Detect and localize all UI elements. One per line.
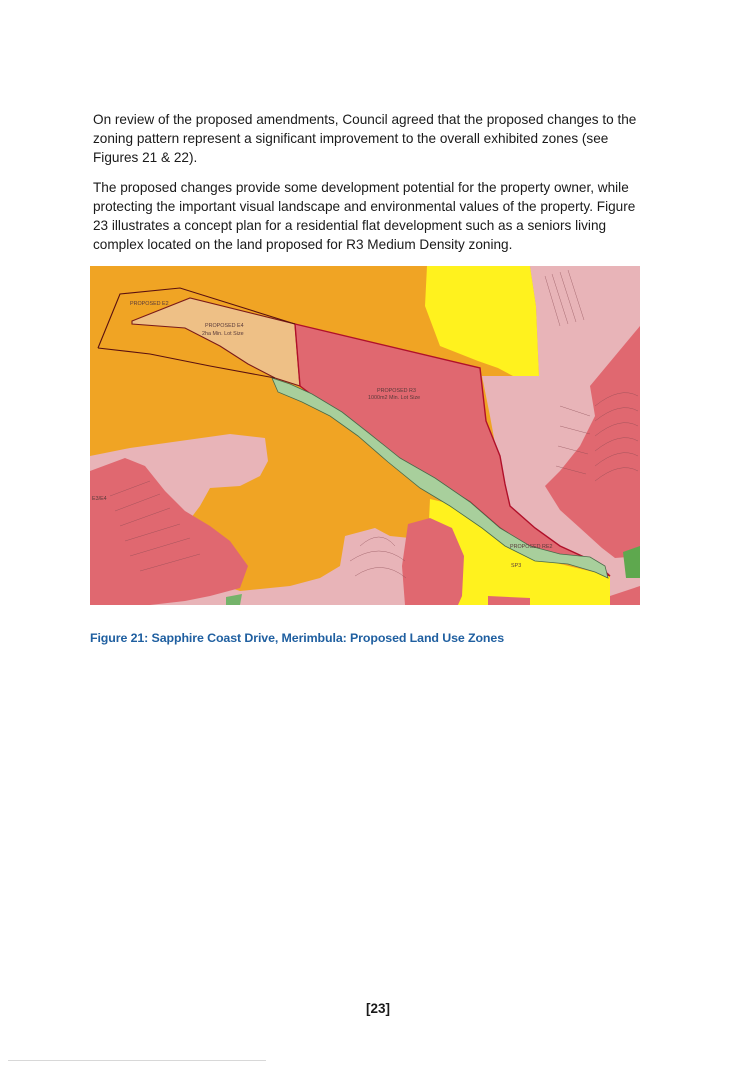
zoning-map <box>90 266 640 605</box>
footer-divider <box>8 1060 266 1061</box>
map-label-r3-title: PROPOSED R3 <box>377 388 416 394</box>
map-label-e4-title: PROPOSED E4 <box>205 323 244 329</box>
map-label-e4-lot: 2ha Min. Lot Size <box>202 331 244 337</box>
map-label-r3-lot: 1000m2 Min. Lot Size <box>368 395 421 401</box>
page-number: [23] <box>365 1001 390 1016</box>
map-label-left-zone: E3/E4 <box>92 496 107 502</box>
map-label-re2: PROPOSED RE2 <box>510 544 553 550</box>
paragraph-review: On review of the proposed amendments, Council agreed that the proposed changes to the zoning pattern represent a significant improvement to the overall exhibited zones (see Figures 21 & 22). <box>93 112 637 165</box>
map-label-e2: PROPOSED E2 <box>130 301 169 307</box>
paragraph-development: The proposed changes provide some development potential for the property owner, while protecting the important visual landscape and environmental values of the property. Figure 23 illustrates a concept plan for a residential flat development such as a seniors living complex located on the land proposed for R3 Medium Density zoning. <box>93 180 636 252</box>
figure-caption: Figure 21: Sapphire Coast Drive, Merimbula: Proposed Land Use Zones <box>90 631 504 645</box>
map-label-sp3: SP3 <box>511 563 522 569</box>
